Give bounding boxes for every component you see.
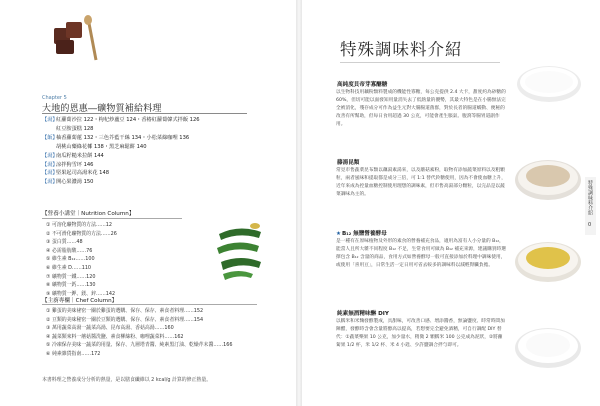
nutrition-list: [46, 221, 117, 298]
title-divider: [340, 62, 500, 63]
chapter-title: 大地的恩惠―礦物質補給料理: [42, 104, 162, 114]
toc-row[interactable]: [42, 178, 272, 187]
nutrition-item[interactable]: ⑦ 礦物質一鐵……120: [46, 273, 96, 280]
toc-row[interactable]: [42, 161, 272, 170]
toc-tag: 【湯】: [42, 152, 58, 159]
chef-list: [46, 307, 232, 359]
toc-text: 涼拌狗雪坪 146: [56, 161, 94, 168]
toc-text: 紅蘿蔔沙拉 122・枸杞炒蘆豆 124・香椿紅蘿蔔韓式拌飯 126: [56, 117, 200, 123]
oligosaccharide-bowl: [516, 60, 582, 104]
chapter-divider: [42, 113, 247, 114]
block-heading: B₁₂ 無鹽營養酵母: [342, 231, 387, 237]
toc-text: 開心果濃湯 150: [56, 179, 94, 186]
nutrition-item[interactable]: ⑨ 礦物質一鉀、鎂、鋅……142: [46, 290, 116, 297]
toc-row[interactable]: [42, 116, 272, 125]
toc-tag: 【飯】: [42, 134, 58, 141]
toc-tag: 【湯】: [42, 117, 58, 123]
ingredient-block-2: [336, 158, 506, 199]
chef-item[interactable]: ③ 萬用蔬菜高湯一蔬菜高湯、昆布高湯、香菇高湯……160: [46, 325, 174, 332]
block-text: 以糯米和米麴發酵製成，具甜味，可改善口感、增添醬香，無論鹽度、時常時間加陳醋，發酵時含會含量將醇高以提高，若想要完全避免酒精，可自行調配 DIY 替代：①蔬菜樂果 10 公克，加少量水，稍微 2 顆糯米 100 公克成為泥狀，②將蘿蔔果 1/2 杯，米 1/2 杯、米 4 小匙、少許鹽調合拌勻即可。: [336, 319, 505, 348]
toc-tag: 【湯】: [42, 170, 58, 177]
chef-item[interactable]: ① 雞蛋的美味祕密一關於雞蛋的選購、保存、保存、素食者料理……152: [46, 308, 204, 314]
nutrition-item[interactable]: ⑤ 維生素 B₁₂……100: [46, 256, 95, 263]
chef-item[interactable]: ④ 蔬菜類來料一蘑菇醬洗鹽、素食柳絲粉、咖哩蔬菜料……162: [46, 333, 184, 340]
block-text: 以生物科技用藕粉類料製成的機能性寡糖，每公克提供 2.4 大卡，甜度約為砂糖的 60%，但切可能以面發知用量消失去了低熱量的優勢，其最大特色是在小腸無法完全被消化，殘存成分可作為益生元對大腸腸道菌群，對於長者的腸道蠕動、便秘的改善有所幫助，但每日食用超過 30 公克，可能會產生脹氣、腹瀉等腸胃道副作用。: [336, 90, 506, 127]
footnote: 本書料理之營養成分分析的熱量，是以膳食纖維以 2 kcal/g 計算的修正熱量。: [42, 377, 212, 383]
toc-text: 紅豆胺蛋糕 128: [56, 125, 94, 132]
okra-photo: [213, 216, 265, 282]
nutrition-divider: [42, 218, 182, 219]
chef-heading: 【主廚專欄｜Chef Column】: [42, 298, 118, 304]
yeast-bowl: [514, 232, 582, 284]
toc-row[interactable]: [42, 134, 272, 143]
block-text: 常見市售蔬菜昆布類以藕湯素湯來，以及蘑菇素粉，取物有添加蔬菜原料以及粗顆粒，兩者風味和提取都是成分三倍，可 1:1 替代鈴糖使用，因為不會使血糖上升，近年來成為控量血糖控制使用理想的調味素，但市售高湯部分顆粒，以完品是以蔬菜調味為主的。: [336, 168, 506, 197]
page-title: 特殊調味料介紹: [340, 40, 463, 59]
chef-item[interactable]: ⑤ 冷凍保存美味一蔬菜的用量、保存、九層塔青醬、純素黑汀油、乾燥芹末醬……166: [46, 342, 233, 349]
nutrition-heading: 【營養小講堂｜Nutrition Column】: [42, 211, 135, 217]
toc-text: 堅果起司高湯米花 148: [56, 170, 110, 177]
nutrition-item[interactable]: ② 不可滑化礦物質的方法……26: [46, 230, 117, 237]
chef-divider: [42, 304, 257, 305]
block-heading: 藤湯昆類: [337, 160, 360, 166]
toc-text: 胡桃山藥綠花椰 138・黑芝麻鬆餅 140: [56, 143, 147, 150]
nutrition-item[interactable]: ⑥ 維生素 D……110: [46, 264, 92, 271]
nutrition-item[interactable]: ⑧ 礦物質一鈣……130: [46, 282, 96, 289]
toc-tag: 【湯】: [42, 161, 58, 168]
toc-row[interactable]: [42, 125, 272, 134]
mirin-bowl: [514, 318, 582, 370]
nutrition-item[interactable]: ④ 必需脂肪酸……76: [46, 247, 93, 254]
toc-row[interactable]: [42, 152, 272, 161]
left-page: [0, 0, 296, 406]
toc-tag: 【湯】: [42, 179, 58, 186]
page-number: 0: [588, 222, 592, 228]
toc-text: 柚香蘿蔔蓮 132・三色芥藍干絲 134・小松菜綠咖哩 136: [56, 134, 190, 141]
toc-row[interactable]: [42, 169, 272, 178]
ingredient-block-1: [336, 80, 506, 129]
chef-item[interactable]: ⑥ 純素雜貨指南……172: [46, 350, 101, 357]
ingredient-block-4: [336, 309, 506, 350]
chef-item[interactable]: ② 豆類的美味秘密一關於豆類的選購、保存、保存、素食者料理……154: [46, 316, 204, 323]
block-text: 是一種有在原味植物及外形的素食的營養補充食品，適用為富有人小分量的 B₁₂，能當人且所大雜不同程度 B₁₂ 不足，生常食用可做為 B₁₂ 補充來源，建議購買時選擇包含 B₁₂ 含量的商品，食用方式如營養酵母一般可直接添加於料理中調味使用，或使用「喜用豆」，日常生活一定日用可省去較多的調味料以減輕腎臟負擔。: [336, 239, 506, 268]
block-heading: 高純度貝帝芽寡醣糖: [337, 82, 388, 88]
block-icon: ★: [336, 231, 342, 237]
ingredient-block-3: [336, 229, 506, 270]
nutrition-item[interactable]: ① 可溶化礦物質的方法……12: [46, 222, 112, 228]
toc-row[interactable]: [42, 143, 272, 152]
sweetener-bowl: [514, 152, 582, 202]
dessert-photo: [48, 14, 108, 64]
chapter-label: Chapter 5: [42, 95, 67, 101]
side-tab-label: 特殊調味料介紹: [587, 180, 593, 215]
recipe-toc: [42, 116, 272, 187]
toc-text: 南瓜籽糙米拉餅 144: [56, 152, 104, 159]
nutrition-item[interactable]: ③ 蛋白質……48: [46, 239, 83, 246]
block-heading: 純素無酒精味醂 DIY: [337, 311, 389, 317]
